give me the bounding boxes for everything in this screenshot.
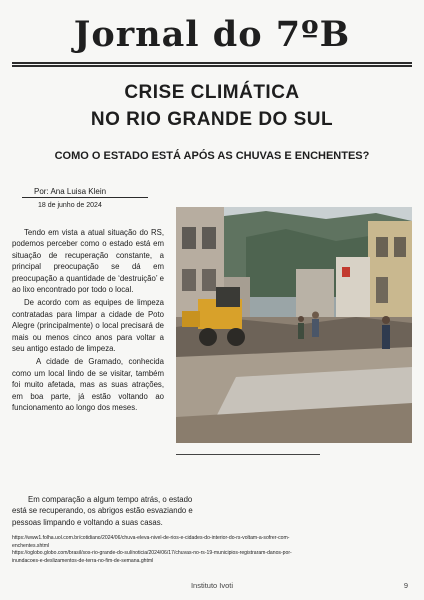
- headline-line-1: CRISE CLIMÁTICA: [124, 82, 300, 103]
- paragraph-3: A cidade de Gramado, conhecida como um local lindo de se visitar, também foi muito afetada, mas as suas atrações, em boa parte, já estão voltando ao funcionamento ao longo dos meses.: [12, 357, 164, 413]
- article-date: 18 de junho de 2024: [38, 202, 102, 209]
- masthead-rule-bottom: [12, 65, 412, 67]
- paragraph-4: [12, 494, 312, 528]
- page-number: 9: [403, 581, 408, 590]
- article-body-column: [12, 227, 164, 416]
- paragraph-4-line-2: está se recuperando, os abrigos estão esvaziando e: [12, 506, 193, 516]
- flood-street-illustration: [176, 207, 412, 443]
- headline-line-2: NO RIO GRANDE DO SUL: [90, 109, 334, 130]
- reference-2-line-2: inundacoes-e-deslizamentos-de-terra-no-fim-de-semana.ghtml: [12, 557, 154, 564]
- references: [12, 535, 416, 565]
- masthead-title: Jornal do 7ºB: [73, 14, 351, 55]
- reference-2-line-1: https://oglobo.globo.com/brasil/sos-rio-grande-do-sul/noticia/2024/06/17/chuvas-no-rs-19-municipios-registraram-danos-por-: [12, 550, 292, 557]
- flood-damage-photo: [176, 207, 412, 443]
- byline: Por: Ana Luisa Klein: [34, 187, 107, 196]
- masthead-rule-top: [12, 62, 412, 64]
- paragraph-2: De acordo com as equipes de limpeza contratadas para limpar a cidade de Poto Alegre (principalmente) o local precisará de mais ou menos cinco anos para voltar a seu antigo estado de limpeza.: [12, 298, 164, 354]
- reference-1-line-2: enchentes.shtml: [12, 542, 50, 549]
- subheadline: COMO O ESTADO ESTÁ APÓS AS CHUVAS E ENCHENTES?: [54, 150, 370, 162]
- footer-school: Instituto Ivoti: [190, 581, 234, 590]
- caption-rule: [176, 454, 320, 455]
- paragraph-4-line-3: pessoas limpando e voltando a suas casas.: [12, 517, 163, 527]
- paragraph-4-line-1: Em comparação a algum tempo atrás, o estado: [28, 495, 193, 504]
- paragraph-1: Tendo em vista a atual situação do RS, podemos perceber como o estado está em situação de recuperação constante, a principal preocupação se dá em preocupação a quantidade de ‘destruição’ e ao lixo encontrado por todo o local.: [12, 228, 164, 295]
- byline-rule: [22, 197, 148, 198]
- reference-1-line-1: https://www1.folha.uol.com.br/cotidiano/2024/06/chuva-eleva-nivel-de-rios-e-cidades-do-interior-do-rs-voltam-a-sofrer-com-: [12, 535, 290, 541]
